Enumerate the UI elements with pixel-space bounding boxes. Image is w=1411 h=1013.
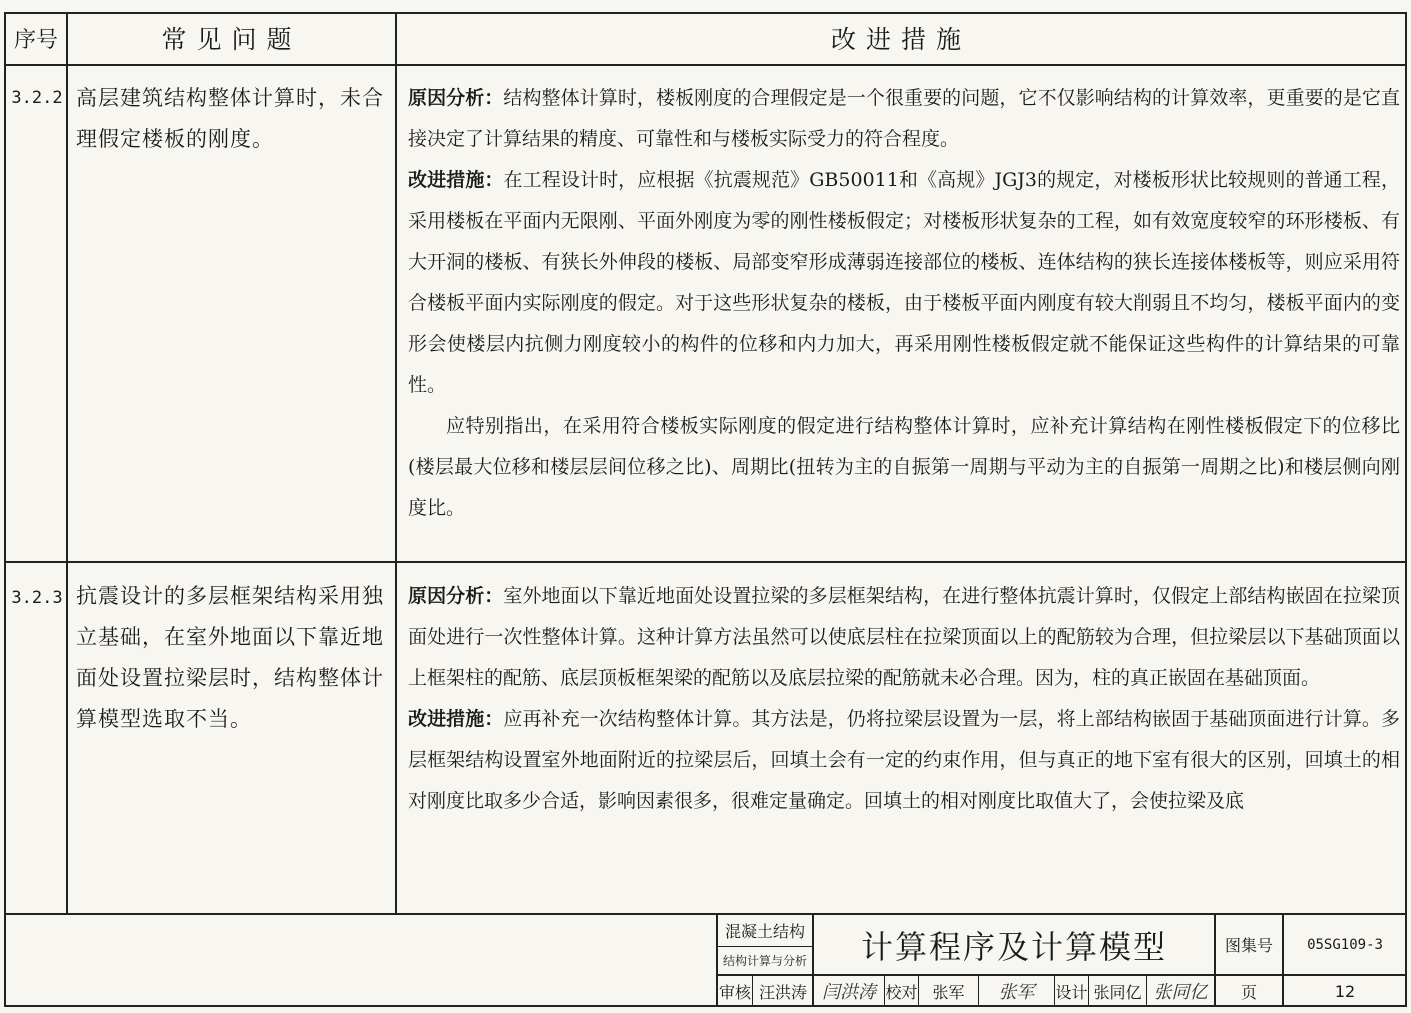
row-divider (4, 561, 1407, 563)
tb-main-title: 计算程序及计算模型 (860, 927, 1167, 966)
cause-label: 原因分析： (408, 585, 504, 607)
tb-subcategory: 结构计算与分析 (722, 954, 807, 968)
measure-label: 改进措施： (408, 169, 504, 191)
review-signature: 闫洪涛 (822, 982, 876, 1003)
row-number: 3.2.3 (11, 588, 63, 608)
row-measures (408, 576, 1400, 822)
tb-review-label: 审核 (718, 982, 751, 1002)
tb-design-label: 设计 (1055, 982, 1088, 1002)
design-signature: 张同亿 (1153, 982, 1208, 1003)
row-problem: 抗震设计的多层框架结构采用独立基础，在室外地面以下靠近地面处设置拉梁层时，结构整体计算模型选取不当。 (76, 584, 384, 731)
measure-text: 在工程设计时，应根据《抗震规范》GB50011和《高规》JGJ3的规定，对楼板形状比较规则的普通工程，采用楼板在平面内无限刚、平面外刚度为零的刚性楼板假定；对楼板形状复杂的工程，如有效宽度较窄的环形楼板、有大开洞的楼板、有狭长外伸段的楼板、局部变窄形成薄弱连接部位的楼板、连体结构的狭长连接体楼板等，则应采用符合楼板平面内实际刚度的假定。对于这些形状复杂的楼板，由于楼板平面内刚度有较大削弱且不均匀，楼板平面内的变形会使楼层内抗侧力刚度较小的构件的位移和内力加大，再采用刚性楼板假定就不能保证这些构件的计算结果的可靠性。 (408, 169, 1400, 396)
header-num: 序号 (13, 27, 58, 53)
tb-page-no: 12 (1334, 981, 1356, 1001)
tb-check-label: 校对 (885, 982, 918, 1002)
tb-page-label: 页 (1240, 982, 1257, 1002)
tb-category: 混凝土结构 (724, 922, 805, 941)
cause-text: 室外地面以下靠近地面处设置拉梁的多层框架结构，在进行整体抗震计算时，仅假定上部结构嵌固在拉梁顶面处进行一次性整体计算。这种计算方法虽然可以使底层柱在拉梁顶面以上的配筋较为合理，但拉梁层以下基础顶面以上框架柱的配筋、底层顶板框架梁的配筋以及底层拉梁的配筋就未必合理。因为，柱的真正嵌固在基础顶面。 (408, 585, 1400, 689)
tb-atlas-no: 05SG109-3 (1307, 936, 1383, 953)
tb-atlas-label: 图集号 (1224, 936, 1273, 955)
header-problem: 常见问题 (161, 25, 302, 54)
measure-text: 应再补充一次结构整体计算。其方法是，仍将拉梁层设置为一层，将上部结构嵌固于基础顶面进行计算。多层框架结构设置室外地面附近的拉梁层后，回填土会有一定的约束作用，但与真正的地下室有很大的区别，回填土的相对刚度比取多少合适，影响因素很多，很难定量确定。回填土的相对刚度比取值大了，会使拉梁及底 (408, 708, 1400, 812)
cause-text: 结构整体计算时，楼板刚度的合理假定是一个很重要的问题，它不仅影响结构的计算效率，更重要的是它直接决定了计算结果的精度、可靠性和与楼板实际受力的符合程度。 (408, 87, 1400, 150)
header-divider (4, 64, 1407, 66)
row-number: 3.2.2 (11, 88, 63, 108)
row-problem: 高层建筑结构整体计算时，未合理假定楼板的刚度。 (76, 86, 384, 151)
tb-review-name: 汪洪涛 (758, 982, 807, 1002)
cause-label: 原因分析： (408, 87, 504, 109)
row-measures (408, 78, 1400, 529)
tb-check-name: 张军 (932, 982, 965, 1002)
header-measure: 改进措施 (830, 25, 971, 54)
measure-label: 改进措施： (408, 708, 504, 730)
col-divider-2 (395, 12, 397, 914)
check-signature: 张军 (998, 982, 1035, 1003)
extra-text: 应特别指出，在采用符合楼板实际刚度的假定进行结构整体计算时，应补充计算结构在刚性楼板假定下的位移比(楼层最大位移和楼层层间位移之比)、周期比(扭转为主的自振第一周期与平动为主的自振第一周期之比)和楼层侧向刚度比。 (408, 415, 1400, 519)
tb-design-name: 张同亿 (1093, 982, 1142, 1002)
col-divider-1 (66, 12, 68, 914)
